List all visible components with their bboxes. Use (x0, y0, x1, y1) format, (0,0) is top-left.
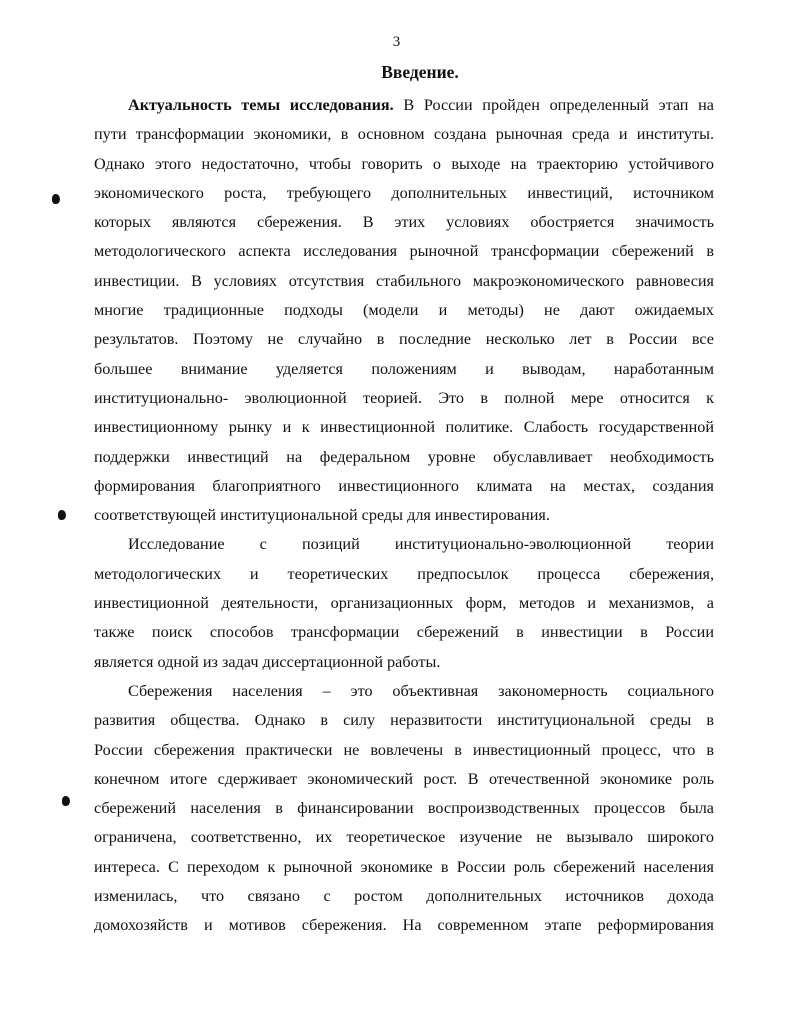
text-line: большее внимание уделяется положениям и выводам, наработанным (94, 359, 714, 378)
text-line: многие традиционные подходы (модели и методы) не дают ожидаемых (94, 301, 714, 320)
text-line: институционально- эволюционной теорией. Это в полной мере относится к (94, 388, 714, 407)
paragraph-1-first-line-rest: В России пройден определенный этап на (393, 96, 714, 114)
text-line: интереса. С переходом к рыночной экономике в России роль сбережений населения (94, 857, 714, 876)
text-line: пути трансформации экономики, в основном создана рыночная среда и институты. (94, 125, 714, 144)
text-line: развития общества. Однако в силу неразвитости институциональной среды в (94, 711, 714, 730)
text-line: методологического аспекта исследования рыночной трансформации сбережений в (94, 242, 714, 261)
text-line: Исследование с позиций институционально-эволюционной теории (128, 535, 714, 554)
text-line: конечном итоге сдерживает экономический рост. В отечественной экономике роль (94, 769, 714, 788)
scan-speck-3 (62, 796, 70, 806)
text-line: экономического роста, требующего дополнительных инвестиций, источником (94, 183, 714, 202)
text-line: Сбережения населения – это объективная закономерность социального (128, 681, 714, 700)
scan-speck-1 (52, 194, 60, 204)
text-line: которых являются сбережения. В этих условиях обостряется значимость (94, 213, 714, 232)
text-line: сбережений населения в финансировании воспроизводственных процессов была (94, 799, 714, 818)
text-line: соответствующей институциональной среды для инвестирования. (94, 506, 550, 525)
text-line: также поиск способов трансформации сбережений в инвестиции в России (94, 623, 714, 642)
paragraph-1-line-1 (94, 91, 714, 120)
text-line: Однако этого недостаточно, чтобы говорить о выходе на траекторию устойчивого (94, 154, 714, 173)
text-line: является одной из задач диссертационной работы. (94, 652, 441, 671)
section-lead: Актуальность темы исследования. (128, 96, 394, 114)
text-line: инвестиционному рынку и к инвестиционной политике. Слабость государственной (94, 418, 714, 437)
text-line: инвестиции. В условиях отсутствия стабильного макроэкономического равновесия (94, 271, 714, 290)
text-line: результатов. Поэтому не случайно в последние несколько лет в России все (94, 330, 714, 349)
text-line: поддержки инвестиций на федеральном уровне обуславливает необходимость (94, 447, 714, 466)
document-body (94, 91, 714, 941)
text-line: ограничена, соответственно, их теоретическое изучение не вызывало широкого (94, 828, 714, 847)
scan-speck-2 (58, 510, 66, 520)
text-line: формирования благоприятного инвестиционного климата на местах, создания (94, 476, 714, 495)
text-line: домохозяйств и мотивов сбережения. На современном этапе реформирования (94, 916, 714, 935)
text-line: изменилась, что связано с ростом дополнительных источников дохода (94, 887, 714, 906)
page-title: Введение. (381, 62, 459, 82)
text-line: России сбережения практически не вовлечены в инвестиционный процесс, что в (94, 740, 714, 759)
text-line: инвестиционной деятельности, организационных форм, методов и механизмов, а (94, 594, 714, 613)
text-line: методологических и теоретических предпосылок процесса сбережения, (94, 564, 714, 583)
page-number: 3 (392, 34, 401, 50)
